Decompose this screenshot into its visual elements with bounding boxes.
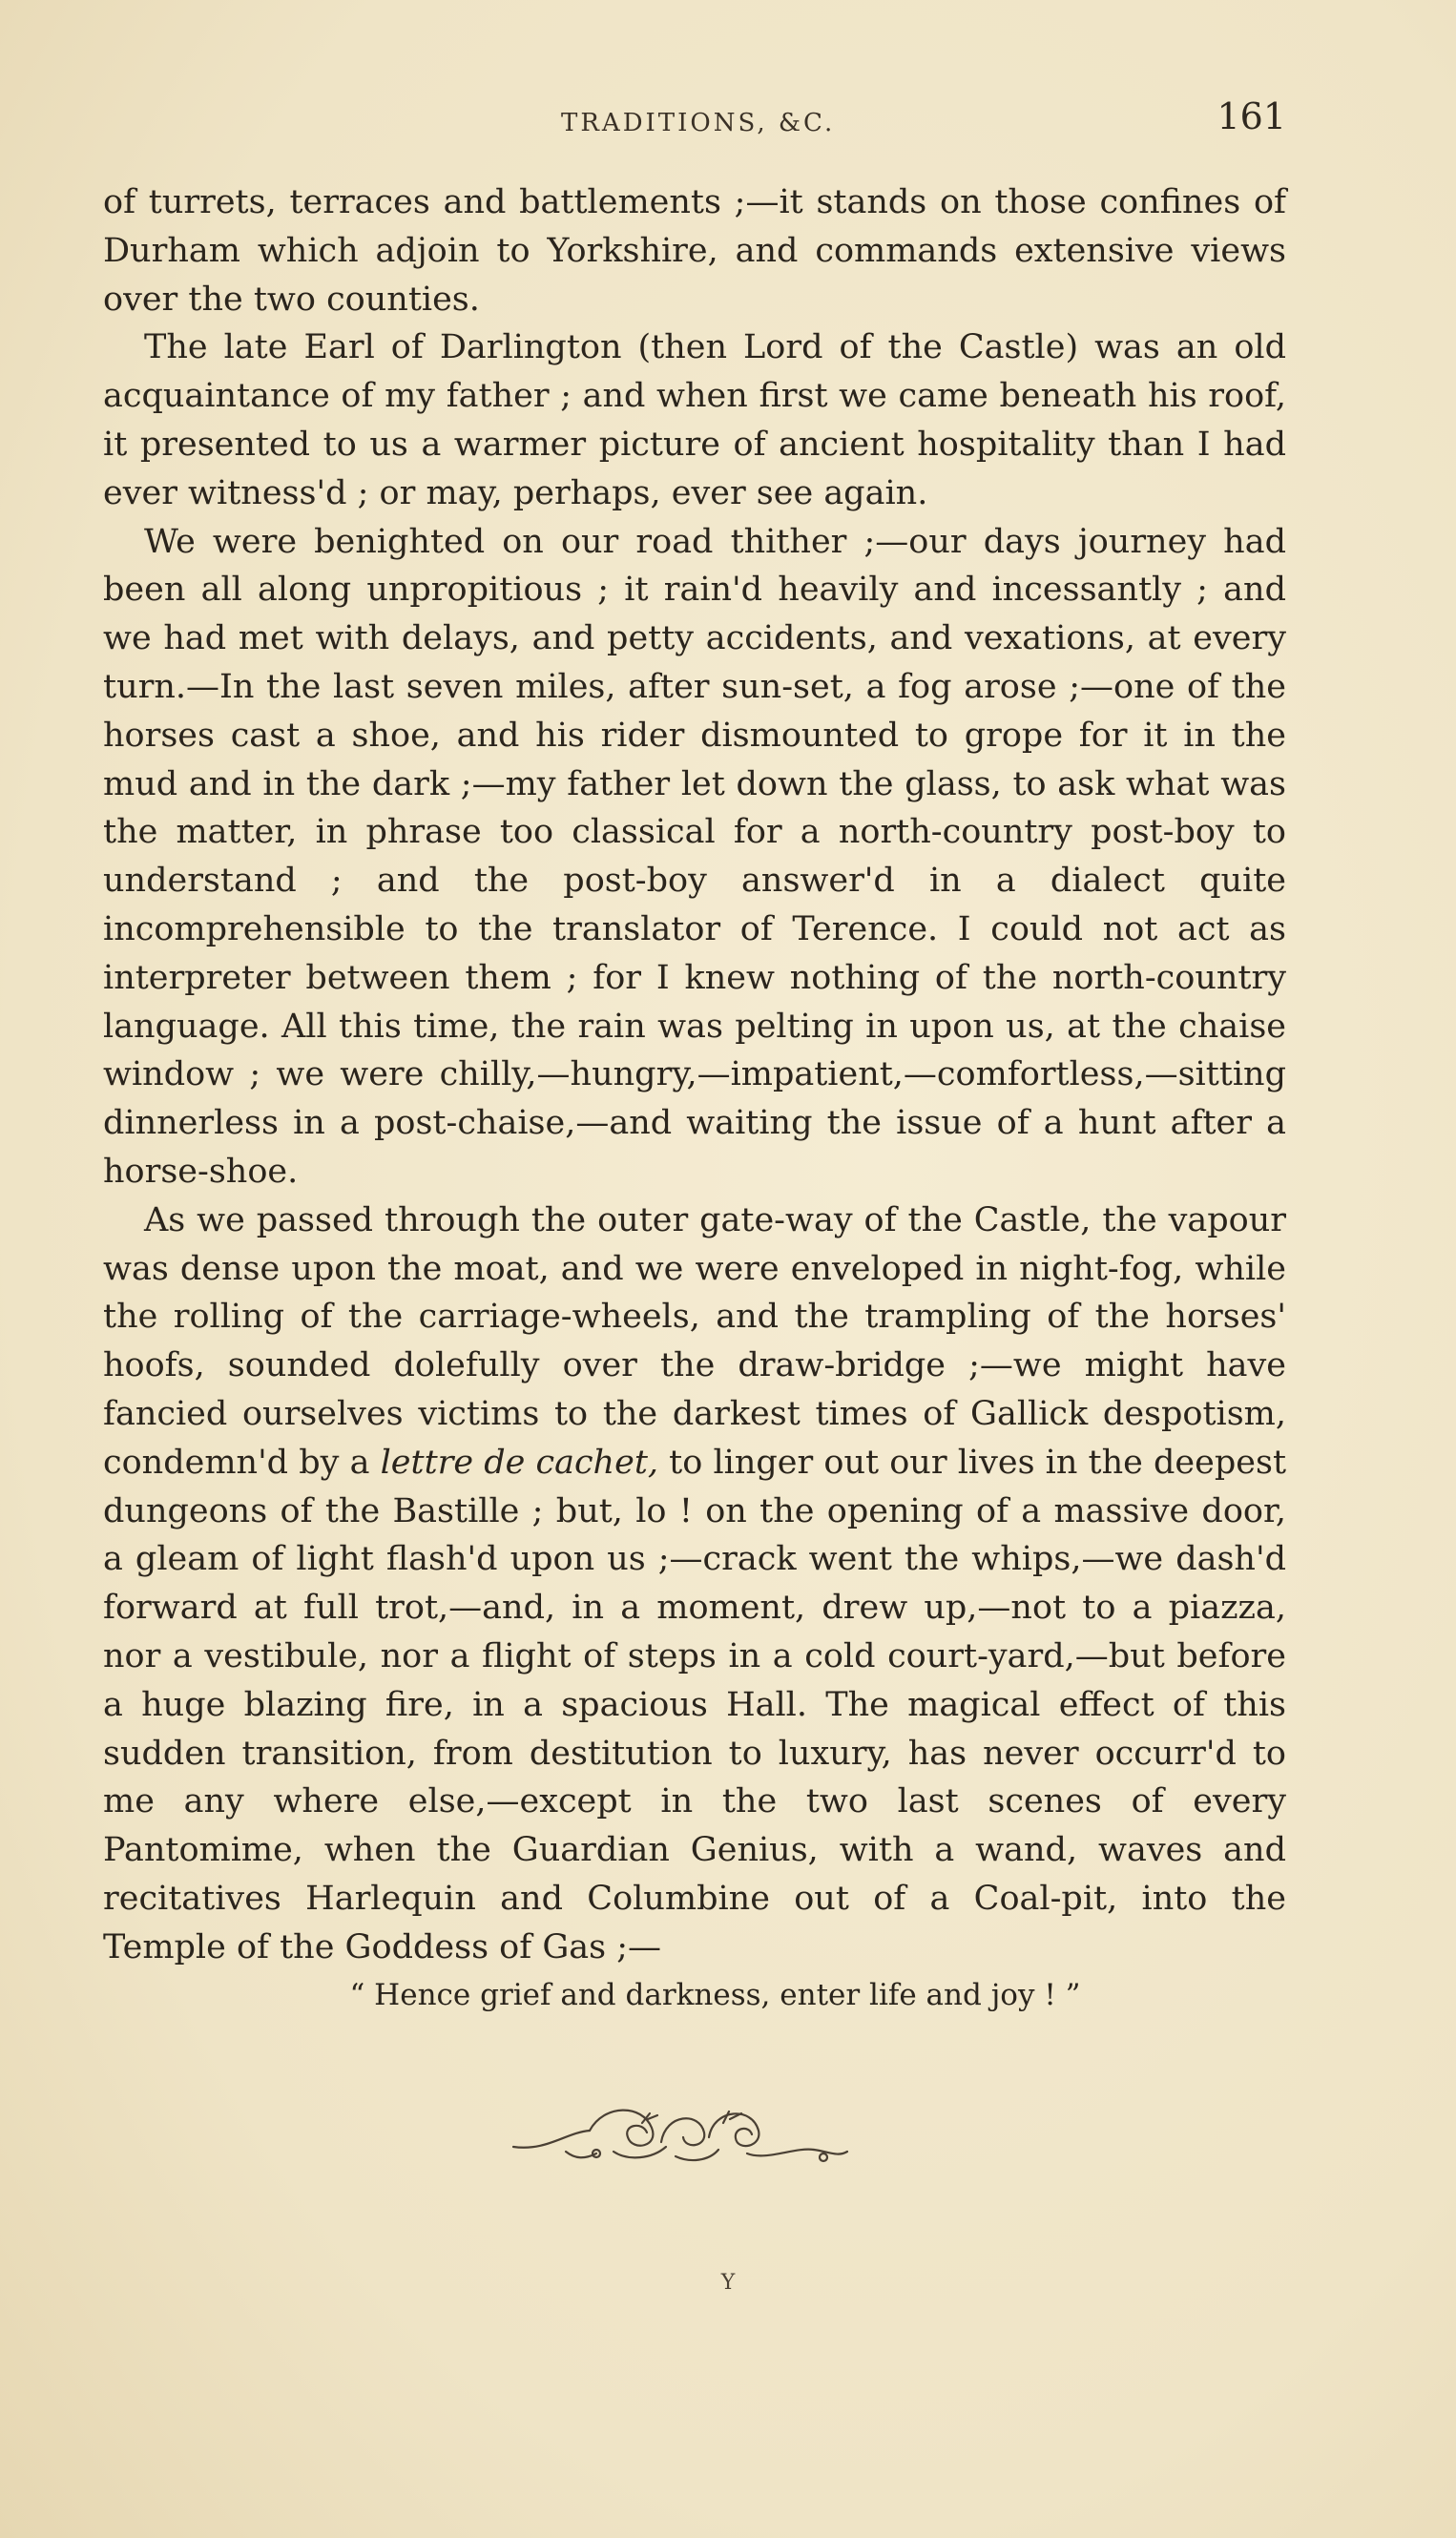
running-title: TRADITIONS, &C. [561, 109, 836, 137]
paragraph: We were benighted on our road thither ;—our days journey had been all along unpropitious ; it rain'd heavily and incessantly ; and we had met with delays, and petty accidents, and vexations, at every turn.—In the last seven miles, after sun-set, a fog arose ;—one of the horses cast a shoe, and his rider dismounted to grope for it in the mud and in the dark ;—my father let down the glass, to ask what was the matter, in phrase too classical for a north-country post-boy to understand ; and the post-boy answer'd in a dialect quite incomprehensible to the translator of Terence. I could not act as interpreter between them ; for I knew nothing of the north-country language. All this time, the rain was pelting in upon us, at the chaise window ; we were chilly,—hungry,—impatient,—comfortless,—sitting dinnerless in a post-chaise,—and waiting the issue of a hunt after a horse-shoe. [103, 522, 1286, 1191]
tailpiece-ornament-icon [509, 2094, 852, 2171]
verse-quote: “ Hence grief and darkness, enter life and joy ! ” [349, 1978, 1081, 2013]
paragraph-text: As we passed through the outer gate-way of the Castle, the vapour was dense upon the moat, and we were enveloped in night-fog, while the rolling of the carriage-wheels, and the trampling of the horses' hoofs, sounded dolefully over the draw-bridge ;—we might have fancied ourselves victims to the darkest times of Gallick despotism, condemn'd by a [103, 1200, 1286, 1482]
page-header [103, 95, 1286, 153]
italic-phrase: lettre de cachet, [380, 1443, 659, 1482]
paragraph: The late Earl of Darlington (then Lord of the Castle) was an old acquaintance of my father ; and when first we came beneath his roof, it presented to us a warmer picture of ancient hospitality than I had ever witness'd ; or may, perhaps, ever see again. [103, 328, 1286, 512]
page-number: 161 [1217, 95, 1286, 137]
paragraph: of turrets, terraces and battlements ;—it stands on those confines of Durham which adjoin to Yorkshire, and commands extensive views over the two counties. [103, 183, 1286, 319]
body-text [103, 178, 1286, 2019]
paragraph-text: to linger out our lives in the deepest dungeons of the Bastille ; but, lo ! on the opening of a massive door, a gleam of light flash'd upon us ;—crack went the whips,—we dash'd forward at full trot,—and, in a moment, drew up,—not to a piazza, nor a vestibule, nor a flight of steps in a cold court-yard,—but before a huge blazing fire, in a spacious Hall. The magical effect of this sudden transition, from destitution to luxury, has never occurr'd to me any where else,—except in the two last scenes of every Pantomime, when the Guardian Genius, with a wand, waves and recitatives Harlequin and Columbine out of a Coal-pit, into the Temple of the Goddess of Gas ;— [103, 1443, 1287, 1966]
signature-mark: Y [720, 2271, 736, 2295]
paragraph [103, 1196, 1286, 1972]
